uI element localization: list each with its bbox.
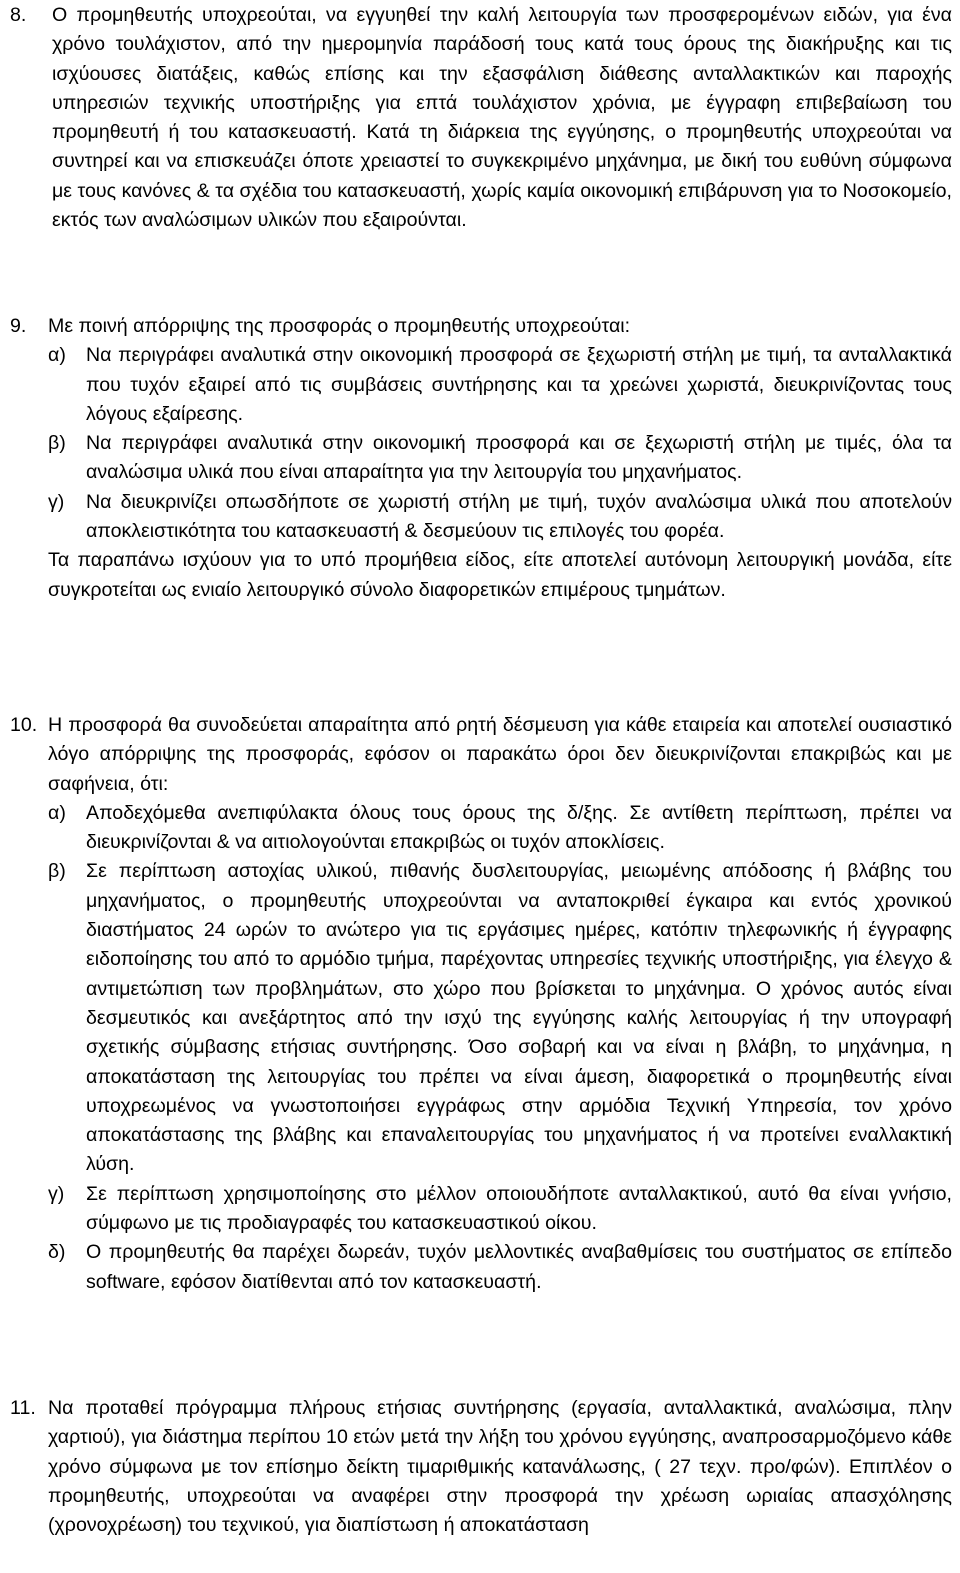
clause-number: 9. — [10, 315, 27, 337]
sub-clause — [48, 341, 952, 429]
sub-clause-label: γ) — [48, 490, 65, 513]
sub-clause — [48, 1238, 952, 1297]
numbered-clause-11 — [10, 1394, 952, 1540]
sub-clause-label: β) — [48, 860, 66, 883]
sub-clause-label: α) — [48, 344, 66, 367]
clause-closing: Τα παραπάνω ισχύουν για το υπό προμήθεια είδος, είτε αποτελεί αυτόνομη λειτουργική μονάδα, είτε συγκροτείται ως ενιαίο λειτουργικό σύνολο διαφορετικών επιμέρους τμημάτων. — [48, 549, 952, 601]
sub-clause — [48, 857, 952, 1179]
sub-clause-label: β) — [48, 432, 66, 455]
clause-text: Να προταθεί πρόγραμμα πλήρους ετήσιας συντήρησης (εργασία, ανταλλακτικά, αναλώσιμα, πλην χαρτιού), για διάστημα περίπου 10 ετών μετά την λήξη του χρόνου εγγύησης, αναπροσαρμοζόμενο κάθε χρόνο σύμφωνα με τον επίσημο δείκτη τιμαριθμικής κατανάλωσης, ( 27 τεχν. προ/φών). Επιπλέον ο προμηθευτής, υποχρεούται να αναφέρει στην προσφορά την χρέωση ωριαίας απασχόλησης (χρονοχρέωση) του τεχνικού, για διαπίστωση ή αποκατάσταση — [48, 1397, 952, 1537]
sub-clause — [48, 799, 952, 858]
sub-clause — [48, 488, 952, 547]
sub-clause-text: Αποδεχόμεθα ανεπιφύλακτα όλους τους όρους της δ/ξης. Σε αντίθετη περίπτωση, πρέπει να διευκρινίζονται & να αιτιολογούνται επακριβώς οι τυχόν αποκλίσεις. — [86, 801, 952, 854]
sub-clause — [48, 429, 952, 488]
clause-text: Ο προμηθευτής υποχρεούται, να εγγυηθεί την καλή λειτουργία των προσφερομένων ειδών, για ένα χρόνο τουλάχιστον, από την ημερομηνία παράδοσή τους κατά τους όρους της διακήρυξης και τις ισχύουσες διατάξεις, καθώς επίσης και την εξασφάλιση διάθεσης ανταλλακτικών και παροχής υπηρεσιών τεχνικής υποστήριξης για επτά τουλάχιστον χρόνια, με έγγραφη επιβεβαίωση του προμηθευτή ή του κατασκευαστή. Κατά τη διάρκεια της εγγύησης, ο προμηθευτής υποχρεούται να συντηρεί και να επισκευάζει όποτε χρειαστεί το συγκεκριμένο μηχάνημα, με δική του ευθύνη σύμφωνα με τους κανόνες & τα σχέδια του κατασκευαστή, χωρίς καμία οικονομική επιβάρυνση για το Νοσοκομείο, εκτός των αναλώσιμων υλικών που εξαιρούνται. — [52, 4, 952, 232]
clause-number: 10. — [10, 714, 38, 736]
numbered-clause-9 — [10, 312, 952, 605]
sub-clause-label: α) — [48, 801, 66, 824]
sub-clause-text: Σε περίπτωση χρησιμοποίησης στο μέλλον οποιουδήποτε ανταλλακτικού, αυτό θα είναι γνήσιο, σύμφωνο με τις προδιαγραφές του κατασκευαστικού οίκου. — [86, 1182, 952, 1235]
sub-clause-label: γ) — [48, 1182, 65, 1205]
clause-number: 8. — [10, 4, 27, 26]
sub-clause-text: Να περιγράφει αναλυτικά στην οικονομική προσφορά και σε ξεχωριστή στήλη με τιμές, όλα τα αναλώσιμα υλικά που είναι απαραίτητα για την λειτουργία του μηχανήματος. — [86, 432, 952, 484]
sub-clause — [48, 1180, 952, 1239]
clause-number: 11. — [10, 1397, 36, 1419]
numbered-clause-8 — [10, 1, 952, 235]
sub-clause-text: Να περιγράφει αναλυτικά στην οικονομική προσφορά σε ξεχωριστή στήλη με τιμή, τα ανταλλακτικά που τυχόν εξαιρεί από τις συμβάσεις συντήρησης και τα χρεώνει χωριστά, διευκρινίζοντας τους λόγους εξαίρεσης. — [86, 344, 952, 425]
numbered-clause-10 — [10, 711, 952, 1297]
clause-intro: Με ποινή απόρριψης της προσφοράς ο προμηθευτής υποχρεούται: — [48, 315, 631, 337]
sub-clause-text: Να διευκρινίζει οπωσδήποτε σε χωριστή στήλη με τιμή, τυχόν αναλώσιμα υλικά που αποτελούν αποκλειστικότητα του κατασκευαστή & δεσμεύουν τις επιλογές του φορέα. — [86, 490, 952, 543]
sub-clause-label: δ) — [48, 1241, 66, 1264]
sub-clause-text: Σε περίπτωση αστοχίας υλικού, πιθανής δυσλειτουργίας, μειωμένης απόδοσης ή βλάβης του μηχανήματος, ο προμηθευτής υποχρεούνται να ανταποκριθεί έγκαιρα και εντός χρονικού διαστήματος 24 ωρών το ανώτερο για τις εργάσιμες ημέρες, κατόπιν τηλεφωνικής ή έγγραφης ειδοποίησης του από το αρμόδιο τμήμα, παρέχοντας υπηρεσίες τεχνικής υποστήριξης, για έλεγχο & αντιμετώπιση των προβλημάτων, στο χώρο που βρίσκεται το μηχάνημα. Ο χρόνος αυτός είναι δεσμευτικός και ανεξάρτητος από την ισχύ της εγγύησης καλής λειτουργίας ή την υπογραφή σχετικής σύμβασης ετήσιας συντήρησης. Όσο σοβαρή και να είναι η βλάβη, το μηχάνημα, η αποκατάσταση της λειτουργίας του πρέπει να είναι άμεση, διαφορετικά ο προμηθευτής είναι υποχρεωμένος να γνωστοποιήσει εγγράφως στην αρμόδια Τεχνική Υπηρεσία, τον χρόνο αποκατάστασης της βλάβης και επαναλειτουργίας του μηχανήματος ή να προτείνει εναλλακτική λύση. — [86, 860, 952, 1176]
clause-intro: Η προσφορά θα συνοδεύεται απαραίτητα από ρητή δέσμευση για κάθε εταιρεία και αποτελεί ουσιαστικό λόγο απόρριψης της προσφοράς, εφόσον οι παρακάτω όροι δεν διευκρινίζονται επακριβώς και με σαφήνεια, ότι: — [48, 714, 952, 795]
sub-clause-text: Ο προμηθευτής θα παρέχει δωρεάν, τυχόν μελλοντικές αναβαθμίσεις του συστήματος σε επίπεδο software, εφόσον διατίθενται από τον κατασκευαστή. — [86, 1241, 952, 1293]
